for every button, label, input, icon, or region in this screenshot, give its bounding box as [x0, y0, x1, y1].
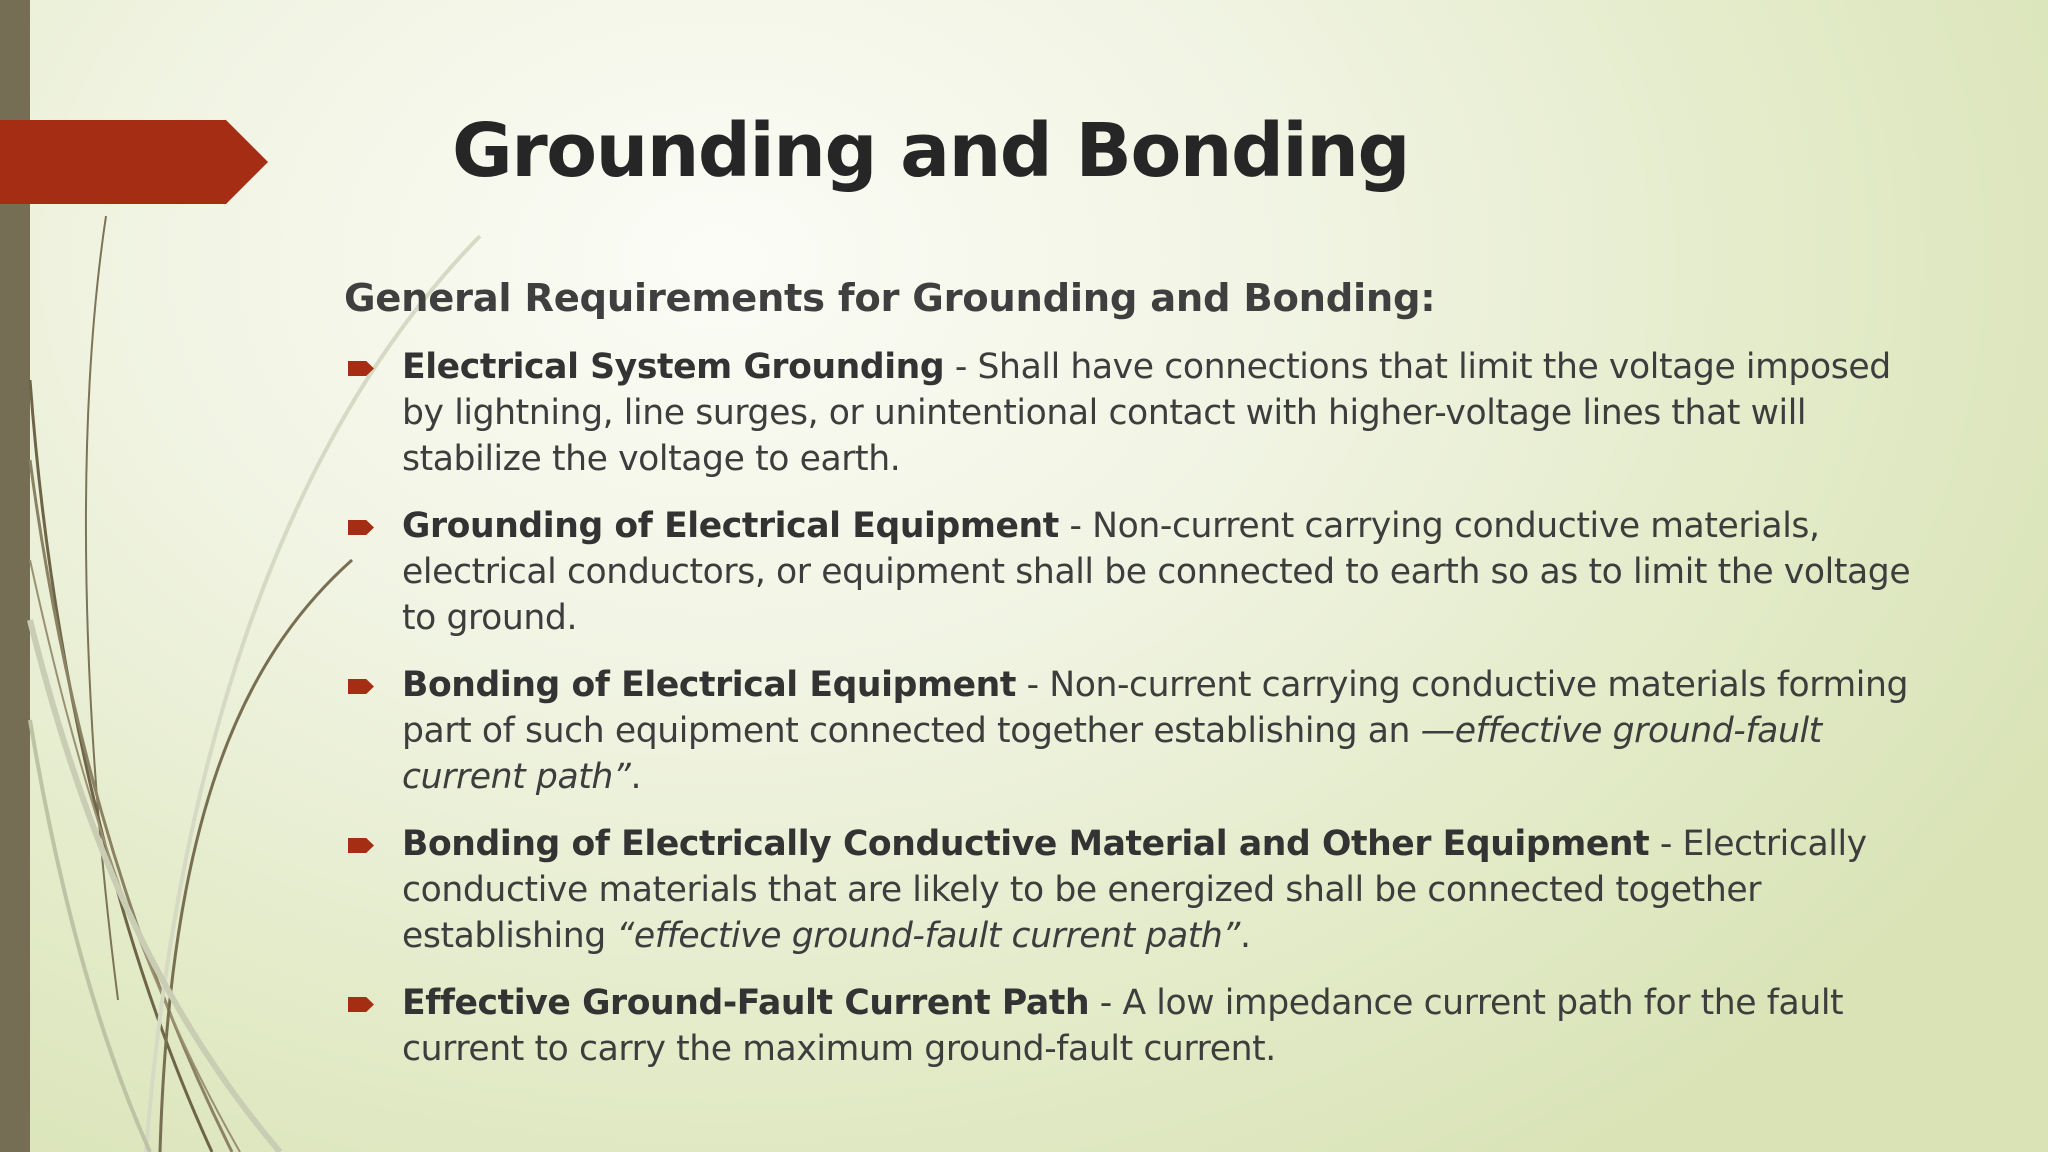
slide-title: Grounding and Bonding [452, 108, 1409, 194]
bullet-term: Bonding of Electrically Conductive Material and Other Equipment [402, 824, 1650, 864]
title-accent-tab [0, 120, 268, 204]
bullet-arrow-icon [348, 679, 374, 694]
bullet-term: Effective Ground-Fault Current Path [402, 983, 1090, 1023]
bullet-item [344, 980, 1924, 1072]
bullet-arrow-icon [348, 361, 374, 376]
bullet-arrow-icon [348, 997, 374, 1012]
bullet-emphasis: —effective ground-fault current path” [402, 711, 1822, 797]
bullet-text: - Non-current carrying conductive materials forming part of such equipment connected together establishing an [402, 665, 1909, 751]
bullet-item [344, 344, 1924, 482]
bullet-item [344, 503, 1924, 641]
bullet-term: Bonding of Electrical Equipment [402, 665, 1016, 705]
bullet-list [344, 344, 1924, 1093]
bullet-text: - A low impedance current path for the fault current to carry the maximum ground-fault current. [402, 983, 1844, 1069]
bullet-term: Electrical System Grounding [402, 347, 945, 387]
bullet-term: Grounding of Electrical Equipment [402, 506, 1059, 546]
bullet-text: - Electrically conductive materials that are likely to be energized shall be connected together establishing [402, 824, 1867, 956]
bullet-item [344, 821, 1924, 959]
bullet-text: - Non-current carrying conductive materials, electrical conductors, or equipment shall be connected to earth so as to limit the voltage to ground. [402, 506, 1911, 638]
bullet-suffix: . [630, 757, 642, 797]
bullet-arrow-icon [348, 838, 374, 853]
bullet-item [344, 662, 1924, 800]
bullet-text: - Shall have connections that limit the voltage imposed by lightning, line surges, or unintentional contact with higher-voltage lines that will stabilize the voltage to earth. [402, 347, 1891, 479]
slide-subtitle: General Requirements for Grounding and Bonding: [344, 276, 1436, 321]
bullet-arrow-icon [348, 520, 374, 535]
bullet-suffix: . [1239, 916, 1251, 956]
bullet-emphasis: “effective ground-fault current path” [616, 916, 1240, 956]
